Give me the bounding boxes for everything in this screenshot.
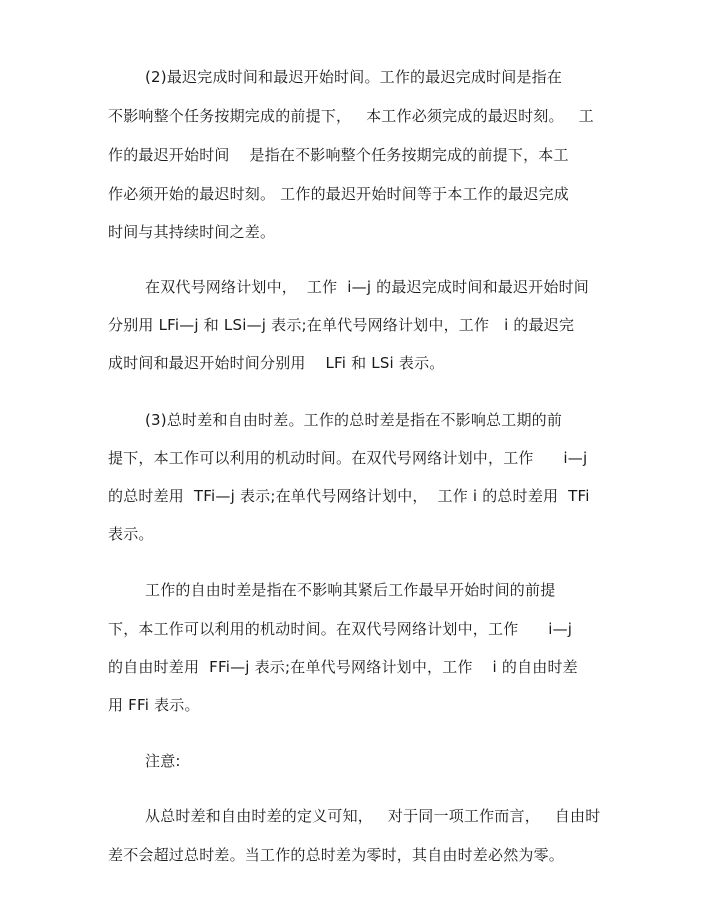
- text-line: 时间与其持续时间之差。: [108, 223, 276, 241]
- text-line: 从总时差和自由时差的定义可知， 对于同一项工作而言， 自由时: [145, 807, 601, 825]
- text-line: 成时间和最迟开始时间分别用 LFi 和 LSi 表示。: [108, 354, 445, 372]
- text-line: (2)最迟完成时间和最迟开始时间。工作的最迟完成时间是指在: [145, 68, 563, 86]
- text-line: 在双代号网络计划中， 工作 i—j 的最迟完成时间和最迟开始时间: [145, 278, 589, 296]
- note-heading: 注意:: [145, 752, 181, 770]
- text-line: 作的最迟开始时间 是指在不影响整个任务按期完成的前提下，本工: [108, 146, 569, 164]
- text-line: 工作的自由时差是指在不影响其紧后工作最早开始时间的前提: [145, 581, 556, 599]
- text-line: 表示。: [108, 525, 154, 543]
- text-line: 作必须开始的最迟时刻。 工作的最迟开始时间等于本工作的最迟完成: [108, 185, 569, 203]
- text-line: 不影响整个任务按期完成的前提下， 本工作必须完成的最迟时刻。 工: [108, 107, 594, 125]
- text-line: 差不会超过总时差。当工作的总时差为零时，其自由时差必然为零。: [108, 846, 565, 864]
- text-line: 的自由时差用 FFi—j 表示;在单代号网络计划中，工作 i 的自由时差: [108, 658, 578, 676]
- text-line: 下，本工作可以利用的机动时间。在双代号网络计划中，工作 i—j: [108, 620, 573, 638]
- text-line: 用 FFi 表示。: [108, 696, 200, 714]
- text-line: 的总时差用 TFi—j 表示;在单代号网络计划中， 工作 i 的总时差用 TFi: [108, 487, 590, 505]
- text-line: (3)总时差和自由时差。工作的总时差是指在不影响总工期的前: [145, 411, 563, 429]
- text-line: 分别用 LFi—j 和 LSi—j 表示;在单代号网络计划中，工作 i 的最迟完: [108, 316, 575, 334]
- text-line: 提下，本工作可以利用的机动时间。在双代号网络计划中，工作 i—j: [108, 449, 588, 467]
